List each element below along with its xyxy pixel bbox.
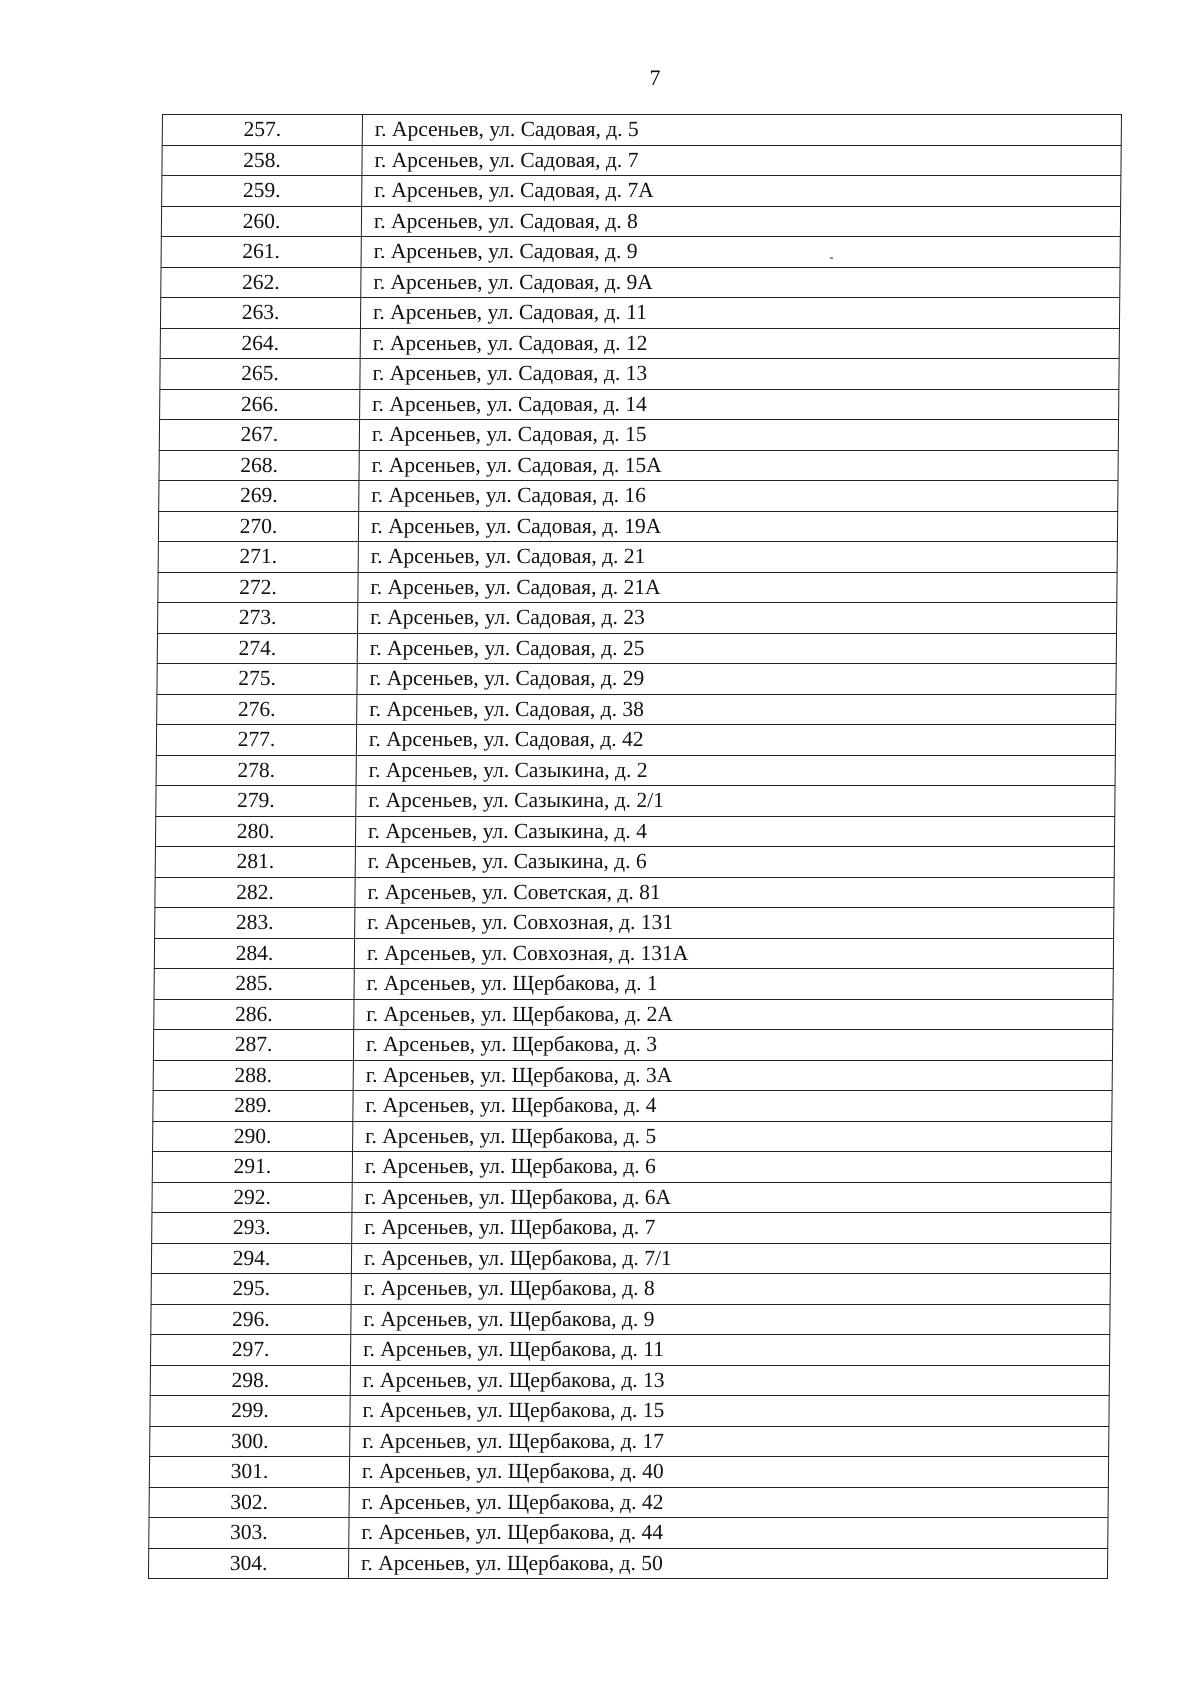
table-row [157,633,1116,664]
address-cell: г. Арсеньев, ул. Садовая, д. 7А [362,176,1121,207]
row-number-cell: 302. [149,1487,349,1518]
address-cell: г. Арсеньев, ул. Щербакова, д. 6А [352,1182,1111,1213]
row-number-cell: 275. [157,664,357,695]
row-number-cell: 262. [161,267,361,298]
row-number-cell: 287. [153,1030,353,1061]
table-row [151,1304,1110,1335]
row-number-cell: 270. [158,511,358,542]
address-table [148,114,1122,1579]
address-table-body [148,115,1121,1579]
row-number-cell: 283. [155,908,355,939]
row-number-cell: 265. [160,359,360,390]
address-cell: г. Арсеньев, ул. Щербакова, д. 6 [352,1152,1111,1183]
row-number-cell: 294. [151,1243,351,1274]
row-number-cell: 284. [154,938,354,969]
row-number-cell: 257. [162,115,362,146]
table-row [155,847,1114,878]
address-cell: г. Арсеньев, ул. Щербакова, д. 9 [351,1304,1110,1335]
address-cell: г. Арсеньев, ул. Садовая, д. 21 [358,542,1117,573]
table-row [157,694,1116,725]
address-cell: г. Арсеньев, ул. Щербакова, д. 1 [354,969,1113,1000]
table-row [159,481,1118,512]
row-number-cell: 263. [160,298,360,329]
address-cell: г. Арсеньев, ул. Садовая, д. 14 [360,389,1119,420]
address-cell: г. Арсеньев, ул. Советская, д. 81 [355,877,1114,908]
table-row [160,389,1119,420]
row-number-cell: 276. [157,694,357,725]
address-cell: г. Арсеньев, ул. Щербакова, д. 13 [350,1365,1109,1396]
table-row [162,145,1121,176]
row-number-cell: 289. [153,1091,353,1122]
address-cell: г. Арсеньев, ул. Щербакова, д. 42 [349,1487,1108,1518]
table-row [151,1274,1110,1305]
row-number-cell: 271. [158,542,358,573]
address-cell: г. Арсеньев, ул. Садовая, д. 42 [356,725,1115,756]
table-row [154,938,1113,969]
row-number-cell: 268. [159,450,359,481]
table-row [161,267,1120,298]
row-number-cell: 278. [156,755,356,786]
table-row [155,816,1114,847]
table-row [154,999,1113,1030]
address-cell: г. Арсеньев, ул. Щербакова, д. 50 [348,1548,1107,1579]
row-number-cell: 304. [148,1548,348,1579]
address-cell: г. Арсеньев, ул. Садовая, д. 13 [360,359,1119,390]
row-number-cell: 258. [162,145,362,176]
address-cell: г. Арсеньев, ул. Щербакова, д. 15 [350,1396,1109,1427]
address-cell: г. Арсеньев, ул. Щербакова, д. 17 [350,1426,1109,1457]
table-row [162,176,1121,207]
table-row [160,298,1119,329]
address-cell: г. Арсеньев, ул. Садовая, д. 7 [362,145,1121,176]
row-number-cell: 299. [150,1396,350,1427]
row-number-cell: 281. [155,847,355,878]
address-cell: г. Арсеньев, ул. Сазыкина, д. 2 [356,755,1115,786]
table-row [158,572,1117,603]
table-row [149,1487,1108,1518]
row-number-cell: 291. [152,1152,352,1183]
row-number-cell: 295. [151,1274,351,1305]
address-cell: г. Арсеньев, ул. Садовая, д. 29 [357,664,1116,695]
address-cell: г. Арсеньев, ул. Сазыкина, д. 4 [355,816,1114,847]
address-cell: г. Арсеньев, ул. Садовая, д. 19А [358,511,1117,542]
row-number-cell: 279. [156,786,356,817]
table-row [153,1091,1112,1122]
address-cell: г. Арсеньев, ул. Садовая, д. 38 [357,694,1116,725]
table-row [158,542,1117,573]
address-cell: г. Арсеньев, ул. Садовая, д. 8 [361,206,1120,237]
address-cell: г. Арсеньев, ул. Щербакова, д. 5 [353,1121,1112,1152]
address-cell: г. Арсеньев, ул. Садовая, д. 9А [361,267,1120,298]
row-number-cell: 272. [158,572,358,603]
address-cell: г. Арсеньев, ул. Сазыкина, д. 2/1 [356,786,1115,817]
table-row [150,1396,1109,1427]
table-row [152,1213,1111,1244]
table-row [149,1518,1108,1549]
scan-speck [830,257,833,259]
row-number-cell: 300. [150,1426,350,1457]
table-row [155,908,1114,939]
row-number-cell: 292. [152,1182,352,1213]
row-number-cell: 288. [153,1060,353,1091]
address-cell: г. Арсеньев, ул. Сазыкина, д. 6 [355,847,1114,878]
table-row [160,328,1119,359]
table-row [150,1335,1109,1366]
table-row [159,420,1118,451]
table-row [156,755,1115,786]
address-cell: г. Арсеньев, ул. Совхозная, д. 131 [355,908,1114,939]
address-cell: г. Арсеньев, ул. Садовая, д. 5 [362,115,1121,146]
row-number-cell: 290. [153,1121,353,1152]
row-number-cell: 267. [159,420,359,451]
table-row [152,1152,1111,1183]
row-number-cell: 298. [150,1365,350,1396]
table-row [154,969,1113,1000]
table-row [158,603,1117,634]
address-cell: г. Арсеньев, ул. Садовая, д. 25 [357,633,1116,664]
table-row [156,725,1115,756]
address-cell: г. Арсеньев, ул. Садовая, д. 11 [360,298,1119,329]
table-row [155,877,1114,908]
table-row [157,664,1116,695]
address-cell: г. Арсеньев, ул. Садовая, д. 15 [359,420,1118,451]
table-row [150,1426,1109,1457]
row-number-cell: 274. [157,633,357,664]
address-cell: г. Арсеньев, ул. Щербакова, д. 8 [351,1274,1110,1305]
row-number-cell: 285. [154,969,354,1000]
address-cell: г. Арсеньев, ул. Садовая, д. 9 [361,237,1120,268]
table-row [159,450,1118,481]
row-number-cell: 269. [159,481,359,512]
row-number-cell: 301. [149,1457,349,1488]
address-cell: г. Арсеньев, ул. Щербакова, д. 3 [353,1030,1112,1061]
row-number-cell: 303. [149,1518,349,1549]
table-row [150,1365,1109,1396]
address-cell: г. Арсеньев, ул. Щербакова, д. 4 [353,1091,1112,1122]
table-row [153,1060,1112,1091]
row-number-cell: 273. [158,603,358,634]
table-row [153,1030,1112,1061]
table-row [160,359,1119,390]
row-number-cell: 286. [154,999,354,1030]
table-row [156,786,1115,817]
address-cell: г. Арсеньев, ул. Щербакова, д. 40 [349,1457,1108,1488]
row-number-cell: 261. [161,237,361,268]
table-row [151,1243,1110,1274]
address-cell: г. Арсеньев, ул. Садовая, д. 12 [360,328,1119,359]
address-cell: г. Арсеньев, ул. Садовая, д. 23 [358,603,1117,634]
row-number-cell: 264. [160,328,360,359]
table-row [152,1182,1111,1213]
row-number-cell: 280. [155,816,355,847]
table-row [148,1548,1107,1579]
address-cell: г. Арсеньев, ул. Щербакова, д. 7/1 [351,1243,1110,1274]
address-cell: г. Арсеньев, ул. Щербакова, д. 11 [350,1335,1109,1366]
row-number-cell: 277. [156,725,356,756]
table-row [153,1121,1112,1152]
row-number-cell: 259. [162,176,362,207]
address-cell: г. Арсеньев, ул. Совхозная, д. 131А [354,938,1113,969]
row-number-cell: 293. [152,1213,352,1244]
row-number-cell: 297. [150,1335,350,1366]
address-cell: г. Арсеньев, ул. Щербакова, д. 2А [354,999,1113,1030]
row-number-cell: 296. [151,1304,351,1335]
table-row [158,511,1117,542]
address-cell: г. Арсеньев, ул. Садовая, д. 15А [359,450,1118,481]
row-number-cell: 266. [160,389,360,420]
page-number: 7 [649,65,661,90]
address-cell: г. Арсеньев, ул. Садовая, д. 21А [358,572,1117,603]
table-row [161,206,1120,237]
table-row [162,115,1121,146]
row-number-cell: 282. [155,877,355,908]
address-cell: г. Арсеньев, ул. Щербакова, д. 7 [352,1213,1111,1244]
address-cell: г. Арсеньев, ул. Садовая, д. 16 [359,481,1118,512]
address-cell: г. Арсеньев, ул. Щербакова, д. 3А [353,1060,1112,1091]
address-cell: г. Арсеньев, ул. Щербакова, д. 44 [349,1518,1108,1549]
table-row [161,237,1120,268]
table-row [149,1457,1108,1488]
row-number-cell: 260. [161,206,361,237]
